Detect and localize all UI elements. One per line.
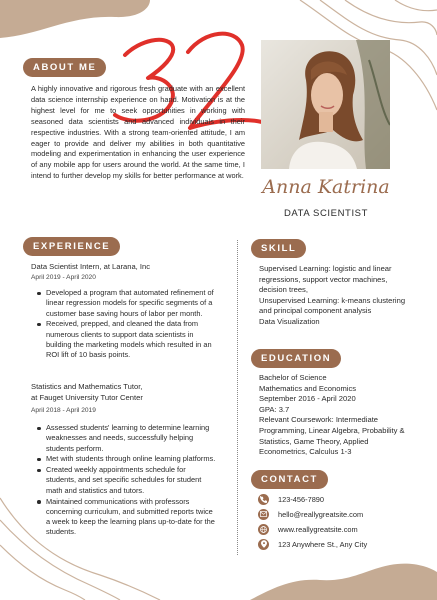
list-item: Met with students through online learning platforms. <box>36 454 216 464</box>
contact-text: 123 Anywhere St., Any City <box>278 539 368 549</box>
candidate-role: DATA SCIENTIST <box>283 208 369 219</box>
education-line: Relevant Coursework: Intermediate Programming, Linear Algebra, Probability & Statistics, Game Theory, Applied Econometrics, Calculus 1-3 <box>259 415 405 457</box>
portrait-image <box>261 40 390 169</box>
profile-photo <box>261 40 390 169</box>
mail-icon <box>258 509 269 520</box>
job-date: April 2018 - April 2019 <box>31 407 96 414</box>
skill-item: Data Visualization <box>259 316 320 326</box>
education-line: GPA: 3.7 <box>259 404 290 414</box>
list-item: Developed a program that automated refinement of linear regression models for specific segments of a customer base saving hours of labor per month. <box>36 288 216 319</box>
skill-heading: SKILL <box>251 239 306 258</box>
about-heading: ABOUT ME <box>23 58 106 77</box>
list-item: Created weekly appointments schedule for students, and set specific schedules for student math and statistics and tutors. <box>36 465 216 496</box>
contact-phone[interactable] <box>258 493 324 505</box>
contact-address[interactable] <box>258 538 367 550</box>
list-item: Received, prepped, and cleaned the data from numerous clients to support data scientists in building the marketing models which resulted in an ROI lift of 10 basis points. <box>36 319 216 360</box>
location-pin-icon <box>258 539 269 550</box>
column-divider <box>237 240 238 555</box>
about-text: A highly innovative and rigorous fresh graduate with an excellent data science internship experience on hand. Motivation is at the highest level for me to seek opportunities in working with seasoned data scientists and advanced individuals in their respective industries. With a strong team-oriented attitude, I am eager to provide and deliver my abilities in both quantitative modeling and experimentation in enhancing the user experience of any mobile app for users around the world. At the same time, I intend to further develop my skills for better performance at work. <box>31 84 245 181</box>
education-line: Mathematics and Economics <box>259 383 357 393</box>
phone-icon <box>258 494 269 505</box>
job-title: Data Scientist Intern, at Larana, Inc <box>31 262 151 271</box>
education-heading: EDUCATION <box>251 349 341 368</box>
contact-text: 123-456-7890 <box>278 494 325 504</box>
experience-heading: EXPERIENCE <box>23 237 120 256</box>
globe-icon <box>258 524 269 535</box>
list-item: Assessed students' learning to determine learning weaknesses and needs, successfully helping students perform. <box>36 423 216 454</box>
contact-website[interactable] <box>258 523 358 535</box>
contact-text: www.reallygreatsite.com <box>278 524 358 534</box>
skill-list <box>259 264 409 328</box>
education-details <box>259 373 409 458</box>
skill-item: Supervised Learning: logistic and linear regressions, support vector machines, decision trees, <box>259 264 392 295</box>
job-bullets <box>36 288 216 361</box>
candidate-name: Anna Katrina <box>262 176 390 198</box>
education-line: Bachelor of Science <box>259 373 327 382</box>
contact-heading: CONTACT <box>251 470 328 489</box>
contact-text: hello@reallygreatsite.com <box>278 509 364 519</box>
skill-item: Unsupervised Learning: k-means clustering and principal component analysis <box>259 295 406 316</box>
job-bullets <box>36 423 216 538</box>
job-title-line: Statistics and Mathematics Tutor, <box>31 382 143 391</box>
education-line: September 2016 - April 2020 <box>259 394 356 404</box>
list-item: Maintained communications with professors concerning curriculum, and submitted reports twice a week to keep the learning plans up-to-date for the students. <box>36 497 216 538</box>
job-title <box>31 382 231 403</box>
job-date: April 2019 - April 2020 <box>31 274 96 281</box>
contact-email[interactable] <box>258 508 363 520</box>
job-title-line: at Fauget University Tutor Center <box>31 392 143 402</box>
